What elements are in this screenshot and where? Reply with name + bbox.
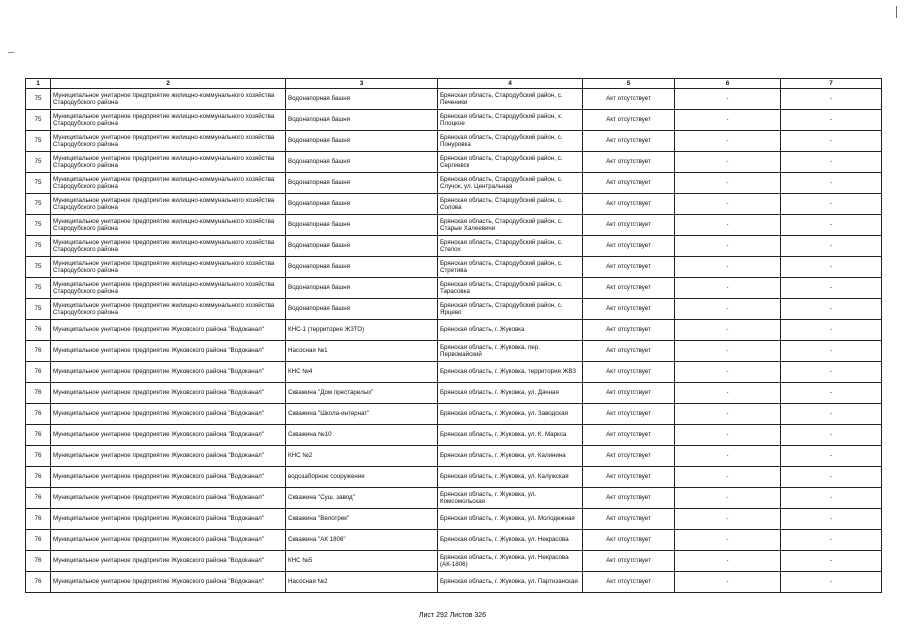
row-number-cell: 76	[26, 341, 51, 362]
column-6-cell: -	[675, 425, 781, 446]
organization-cell: Муниципальное унитарное предприятие Жуковского района "Водоканал"	[51, 509, 286, 530]
column-header: 2	[51, 79, 286, 89]
page-footer: Лист 292 Листов 326	[418, 612, 487, 619]
table-row	[26, 467, 882, 488]
organization-cell: Муниципальное унитарное предприятие Жуковского района "Водоканал"	[51, 320, 286, 341]
column-7-cell: -	[781, 467, 882, 488]
organization-cell: Муниципальное унитарное предприятие Жуковского района "Водоканал"	[51, 341, 286, 362]
organization-cell: Муниципальное унитарное предприятие жилищно-коммунального хозяйства Стародубского района	[51, 131, 286, 152]
registry-table	[25, 78, 882, 593]
table-row	[26, 236, 882, 257]
row-number-cell: 76	[26, 572, 51, 593]
page-edge-mark	[896, 6, 897, 18]
act-status-cell: Акт отсутствует	[583, 551, 675, 572]
column-header: 5	[583, 79, 675, 89]
act-status-cell: Акт отсутствует	[583, 488, 675, 509]
column-7-cell: -	[781, 551, 882, 572]
facility-cell: водозаборное сооружение	[286, 467, 438, 488]
organization-cell: Муниципальное унитарное предприятие Жуковского района "Водоканал"	[51, 530, 286, 551]
act-status-cell: Акт отсутствует	[583, 131, 675, 152]
address-cell: Брянская область, Стародубский район, с. Стретива	[438, 257, 583, 278]
column-7-cell: -	[781, 530, 882, 551]
act-status-cell: Акт отсутствует	[583, 509, 675, 530]
organization-cell: Муниципальное унитарное предприятие жилищно-коммунального хозяйства Стародубского района	[51, 257, 286, 278]
facility-cell: КНС №4	[286, 362, 438, 383]
column-header: 6	[675, 79, 781, 89]
address-cell: Брянская область, г. Жуковка, ул. Дачная	[438, 383, 583, 404]
column-header: 7	[781, 79, 882, 89]
facility-cell: КНС №2	[286, 446, 438, 467]
facility-cell: Водонапорная башня	[286, 257, 438, 278]
table-row	[26, 383, 882, 404]
act-status-cell: Акт отсутствует	[583, 530, 675, 551]
row-number-cell: 75	[26, 299, 51, 320]
address-cell: Брянская область, Стародубский район, с. Понуровка	[438, 131, 583, 152]
act-status-cell: Акт отсутствует	[583, 215, 675, 236]
act-status-cell: Акт отсутствует	[583, 467, 675, 488]
facility-cell: Водонапорная башня	[286, 89, 438, 110]
facility-cell: Скважина "Велотрек"	[286, 509, 438, 530]
address-cell: Брянская область, г. Жуковка, ул. К. Маркса	[438, 425, 583, 446]
column-7-cell: -	[781, 572, 882, 593]
row-number-cell: 76	[26, 446, 51, 467]
act-status-cell: Акт отсутствует	[583, 110, 675, 131]
table-row	[26, 173, 882, 194]
address-cell: Брянская область, Стародубский район, х. Плоцкое	[438, 110, 583, 131]
row-number-cell: 75	[26, 89, 51, 110]
address-cell: Брянская область, Стародубский район, с. Солова	[438, 194, 583, 215]
facility-cell: КНС-1 (территория ЖЗТО)	[286, 320, 438, 341]
column-7-cell: -	[781, 383, 882, 404]
column-6-cell: -	[675, 215, 781, 236]
address-cell: Брянская область, г. Жуковка, ул. Заводская	[438, 404, 583, 425]
organization-cell: Муниципальное унитарное предприятие жилищно-коммунального хозяйства Стародубского района	[51, 236, 286, 257]
facility-cell: Скважина "Суш. завод"	[286, 488, 438, 509]
act-status-cell: Акт отсутствует	[583, 89, 675, 110]
row-number-cell: 76	[26, 488, 51, 509]
column-6-cell: -	[675, 194, 781, 215]
address-cell: Брянская область, Стародубский район, с. Сергеевск	[438, 152, 583, 173]
column-6-cell: -	[675, 383, 781, 404]
act-status-cell: Акт отсутствует	[583, 404, 675, 425]
column-6-cell: -	[675, 467, 781, 488]
act-status-cell: Акт отсутствует	[583, 425, 675, 446]
column-6-cell: -	[675, 509, 781, 530]
address-cell: Брянская область, г. Жуковка, территория ЖВЗ	[438, 362, 583, 383]
column-7-cell: -	[781, 131, 882, 152]
act-status-cell: Акт отсутствует	[583, 257, 675, 278]
column-6-cell: -	[675, 341, 781, 362]
column-7-cell: -	[781, 404, 882, 425]
facility-cell: Водонапорная башня	[286, 278, 438, 299]
row-number-cell: 75	[26, 257, 51, 278]
organization-cell: Муниципальное унитарное предприятие Жуковского района "Водоканал"	[51, 572, 286, 593]
row-number-cell: 75	[26, 215, 51, 236]
address-cell: Брянская область, г. Жуковка, ул. Калинина	[438, 446, 583, 467]
organization-cell: Муниципальное унитарное предприятие жилищно-коммунального хозяйства Стародубского района	[51, 173, 286, 194]
address-cell: Брянская область, г. Жуковка, ул. Калужская	[438, 467, 583, 488]
act-status-cell: Акт отсутствует	[583, 572, 675, 593]
address-cell: Брянская область, Стародубский район, с. Случок, ул. Центральная	[438, 173, 583, 194]
act-status-cell: Акт отсутствует	[583, 173, 675, 194]
column-7-cell: -	[781, 341, 882, 362]
column-7-cell: -	[781, 89, 882, 110]
column-6-cell: -	[675, 110, 781, 131]
table-row	[26, 152, 882, 173]
facility-cell: КНС №5	[286, 551, 438, 572]
address-cell: Брянская область, г. Жуковка, ул. Партизанская	[438, 572, 583, 593]
address-cell: Брянская область, г. Жуковка, ул. Комсомольская	[438, 488, 583, 509]
address-cell: Брянская область, г. Жуковка, пер. Первомайский	[438, 341, 583, 362]
table-row	[26, 572, 882, 593]
table-row	[26, 194, 882, 215]
organization-cell: Муниципальное унитарное предприятие жилищно-коммунального хозяйства Стародубского района	[51, 152, 286, 173]
row-number-cell: 75	[26, 278, 51, 299]
table-row	[26, 320, 882, 341]
column-7-cell: -	[781, 488, 882, 509]
address-cell: Брянская область, Стародубский район, с. Стелох	[438, 236, 583, 257]
act-status-cell: Акт отсутствует	[583, 152, 675, 173]
column-7-cell: -	[781, 509, 882, 530]
table-row	[26, 341, 882, 362]
column-header: 1	[26, 79, 51, 89]
organization-cell: Муниципальное унитарное предприятие Жуковского района "Водоканал"	[51, 362, 286, 383]
facility-cell: Водонапорная башня	[286, 215, 438, 236]
column-6-cell: -	[675, 173, 781, 194]
facility-cell: Скважина №10	[286, 425, 438, 446]
act-status-cell: Акт отсутствует	[583, 278, 675, 299]
column-6-cell: -	[675, 278, 781, 299]
row-number-cell: 75	[26, 131, 51, 152]
column-7-cell: -	[781, 236, 882, 257]
address-cell: Брянская область, г. Жуковка, ул. Молодежная	[438, 509, 583, 530]
row-number-cell: 76	[26, 404, 51, 425]
column-7-cell: -	[781, 362, 882, 383]
facility-cell: Водонапорная башня	[286, 236, 438, 257]
facility-cell: Скважина "Школа-интернат"	[286, 404, 438, 425]
organization-cell: Муниципальное унитарное предприятие Жуковского района "Водоканал"	[51, 551, 286, 572]
table-row	[26, 215, 882, 236]
act-status-cell: Акт отсутствует	[583, 236, 675, 257]
act-status-cell: Акт отсутствует	[583, 446, 675, 467]
column-header: 3	[286, 79, 438, 89]
organization-cell: Муниципальное унитарное предприятие жилищно-коммунального хозяйства Стародубского района	[51, 215, 286, 236]
row-number-cell: 76	[26, 383, 51, 404]
act-status-cell: Акт отсутствует	[583, 341, 675, 362]
facility-cell: Насосная №1	[286, 341, 438, 362]
organization-cell: Муниципальное унитарное предприятие Жуковского района "Водоканал"	[51, 383, 286, 404]
row-number-cell: 76	[26, 530, 51, 551]
column-7-cell: -	[781, 299, 882, 320]
row-number-cell: 76	[26, 425, 51, 446]
table-row	[26, 257, 882, 278]
column-6-cell: -	[675, 131, 781, 152]
column-7-cell: -	[781, 194, 882, 215]
table-row	[26, 278, 882, 299]
facility-cell: Водонапорная башня	[286, 299, 438, 320]
column-6-cell: -	[675, 152, 781, 173]
organization-cell: Муниципальное унитарное предприятие жилищно-коммунального хозяйства Стародубского района	[51, 89, 286, 110]
facility-cell: Водонапорная башня	[286, 131, 438, 152]
table-row	[26, 551, 882, 572]
column-6-cell: -	[675, 446, 781, 467]
row-number-cell: 75	[26, 236, 51, 257]
facility-cell: Насосная №2	[286, 572, 438, 593]
row-number-cell: 76	[26, 551, 51, 572]
address-cell: Брянская область, Стародубский район, с. Ярцево	[438, 299, 583, 320]
table-row	[26, 110, 882, 131]
facility-cell: Водонапорная башня	[286, 194, 438, 215]
column-7-cell: -	[781, 110, 882, 131]
column-6-cell: -	[675, 257, 781, 278]
facility-cell: Скважина "Дом престарелых"	[286, 383, 438, 404]
column-7-cell: -	[781, 152, 882, 173]
organization-cell: Муниципальное унитарное предприятие Жуковского района "Водоканал"	[51, 488, 286, 509]
organization-cell: Муниципальное унитарное предприятие жилищно-коммунального хозяйства Стародубского района	[51, 278, 286, 299]
address-cell: Брянская область, Стародубский район, с. Тарасовка	[438, 278, 583, 299]
facility-cell: Водонапорная башня	[286, 173, 438, 194]
act-status-cell: Акт отсутствует	[583, 299, 675, 320]
address-cell: Брянская область, Стародубский район, с. Старые Халеевичи	[438, 215, 583, 236]
table-row	[26, 530, 882, 551]
organization-cell: Муниципальное унитарное предприятие жилищно-коммунального хозяйства Стародубского района	[51, 110, 286, 131]
table-row	[26, 446, 882, 467]
column-7-cell: -	[781, 320, 882, 341]
row-number-cell: 76	[26, 320, 51, 341]
column-6-cell: -	[675, 572, 781, 593]
column-6-cell: -	[675, 320, 781, 341]
column-6-cell: -	[675, 362, 781, 383]
column-7-cell: -	[781, 257, 882, 278]
organization-cell: Муниципальное унитарное предприятие Жуковского района "Водоканал"	[51, 467, 286, 488]
facility-cell: Водонапорная башня	[286, 152, 438, 173]
table-row	[26, 362, 882, 383]
row-number-cell: 76	[26, 362, 51, 383]
column-6-cell: -	[675, 236, 781, 257]
address-cell: Брянская область, Стародубский район, с. Печеники	[438, 89, 583, 110]
address-cell: Брянская область, г. Жуковка, ул. Некрасова (АК-1806)	[438, 551, 583, 572]
table-row	[26, 425, 882, 446]
column-6-cell: -	[675, 89, 781, 110]
row-number-cell: 76	[26, 467, 51, 488]
facility-cell: Скважина "АК 1806"	[286, 530, 438, 551]
organization-cell: Муниципальное унитарное предприятие Жуковского района "Водоканал"	[51, 425, 286, 446]
table-row	[26, 131, 882, 152]
act-status-cell: Акт отсутствует	[583, 383, 675, 404]
column-6-cell: -	[675, 404, 781, 425]
facility-cell: Водонапорная башня	[286, 110, 438, 131]
table-body	[26, 89, 882, 593]
column-header: 4	[438, 79, 583, 89]
row-number-cell: 75	[26, 194, 51, 215]
organization-cell: Муниципальное унитарное предприятие жилищно-коммунального хозяйства Стародубского района	[51, 299, 286, 320]
row-number-cell: 75	[26, 173, 51, 194]
column-7-cell: -	[781, 215, 882, 236]
organization-cell: Муниципальное унитарное предприятие жилищно-коммунального хозяйства Стародубского района	[51, 194, 286, 215]
column-6-cell: -	[675, 530, 781, 551]
column-7-cell: -	[781, 446, 882, 467]
column-7-cell: -	[781, 173, 882, 194]
column-7-cell: -	[781, 278, 882, 299]
row-number-cell: 75	[26, 152, 51, 173]
margin-dash-mark	[8, 52, 14, 53]
address-cell: Брянская область, г. Жуковка	[438, 320, 583, 341]
row-number-cell: 76	[26, 509, 51, 530]
header-row	[26, 79, 882, 89]
row-number-cell: 75	[26, 110, 51, 131]
act-status-cell: Акт отсутствует	[583, 362, 675, 383]
act-status-cell: Акт отсутствует	[583, 194, 675, 215]
column-6-cell: -	[675, 551, 781, 572]
table-row	[26, 299, 882, 320]
organization-cell: Муниципальное унитарное предприятие Жуковского района "Водоканал"	[51, 404, 286, 425]
address-cell: Брянская область, г. Жуковка, ул. Некрасова	[438, 530, 583, 551]
column-6-cell: -	[675, 299, 781, 320]
act-status-cell: Акт отсутствует	[583, 320, 675, 341]
organization-cell: Муниципальное унитарное предприятие Жуковского района "Водоканал"	[51, 446, 286, 467]
column-6-cell: -	[675, 488, 781, 509]
table-row	[26, 89, 882, 110]
table-row	[26, 404, 882, 425]
table-row	[26, 509, 882, 530]
table-row	[26, 488, 882, 509]
column-7-cell: -	[781, 425, 882, 446]
